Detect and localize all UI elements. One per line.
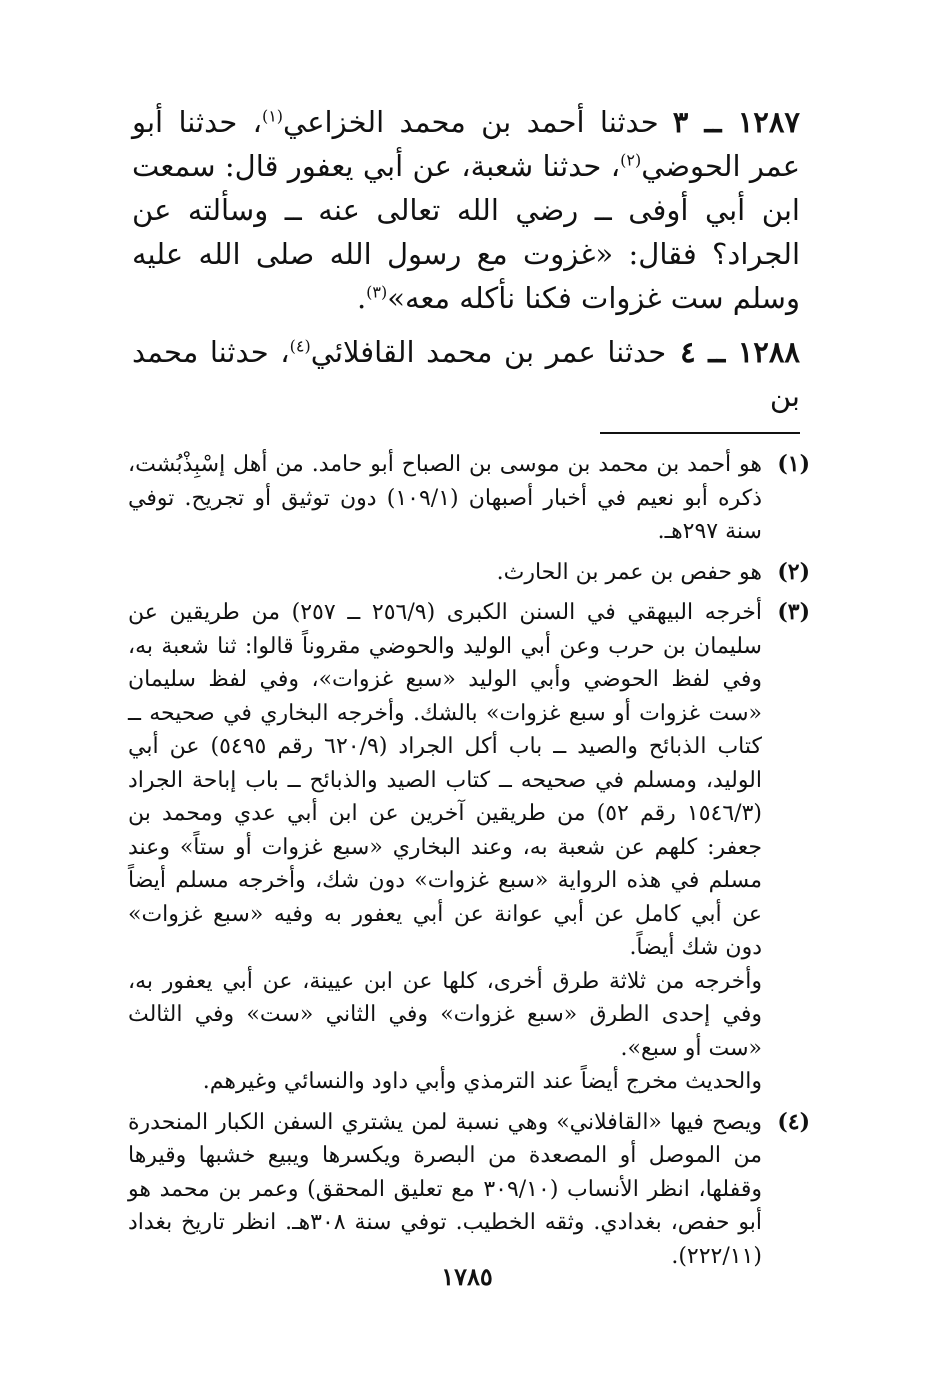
hadith-text: ، حدثنا أبو عمر الحوضي [132,105,801,183]
footnote-label: (٣) [777,599,810,625]
footnote-2 [128,556,810,590]
page-number: ١٧٨٥ [441,1262,493,1291]
footnote-4 [128,1106,810,1274]
hadith-1288 [132,330,800,418]
footnote-label: (٤) [777,1108,810,1135]
footnote-label: (١) [777,451,810,477]
footnote-1 [128,448,810,549]
footnote-separator [600,432,800,434]
hadith-number: ١٢٨٨ ــ ٤ [680,335,801,369]
footnote-text: أخرجه البيهقي في السنن الكبرى (٢٥٦/٩ ــ ٢٥٧) من طريقين عن سليمان بن حرب وعن أبي الوليد والحوضي مقروناً قالوا: ثنا شعبة به، وفي لفظ الحوضي وأبي الوليد «سبع غزوات»، وفي لفظ سليمان «ست غزوات أو سبع غزوات» بالشك. وأخرجه البخاري في صحيحه ــ كتاب الذبائح والصيد ــ باب أكل الجراد (٦٢٠/٩ رقم ٥٤٩٥) عن أبي الوليد، ومسلم في صحيحه ــ كتاب الصيد والذبائح ــ باب إباحة الجراد (١٥٤٦/٣ رقم ٥٢) من طريقين آخرين عن ابن أبي عدي ومحمد بن جعفر: كلهم عن شعبة به، وعند البخاري «سبع غزوات أو ستاً» وعند مسلم في هذه الرواية «سبع غزوات» دون شك، وأخرجه مسلم أيضاً عن أبي كامل عن أبي عوانة عن أبي يعفور به وفيه «سبع غزوات» دون شك أيضاً. [128,600,762,960]
footnote-ref: (١) [261,106,284,126]
hadith-text: حدثنا أحمد بن محمد الخزاعي [283,105,659,139]
hadith-1287 [132,100,800,320]
footnote-text: هو أحمد بن محمد بن موسى بن الصباح أبو حامد. من أهل إسْبِذْبُشت، ذكره أبو نعيم في أخبار أصبهان (١٠٩/١) دون توثيق أو تجريح. توفي سنة ٢٩٧هـ. [128,452,762,544]
footnote-label: (٢) [777,558,810,585]
footnote-ref: (٣) [366,282,388,302]
footnote-3 [128,596,810,1099]
footnote-text: وأخرجه من ثلاثة طرق أخرى، كلها عن ابن عيينة، عن أبي يعفور به، وفي إحدى الطرق «سبع غزوات» وفي الثاني «ست» وفي الثالث «ست أو سبع». [128,968,762,1061]
hadith-text: . [356,281,367,315]
footnote-text: ويصح فيها «القافلاني» وهي نسبة لمن يشتري السفن الكبار المنحدرة من الموصل أو المصعدة من البصرة ويكسرها ويبيع خشبها وقيرها وقفلها، انظر الأنساب (٣٠٩/١٠ مع تعليق المحقق) وعمر بن محمد هو أبو حفص، بغدادي. وثقه الخطيب. توفي سنة ٣٠٨هـ. انظر تاريخ بغداد (٢٢٢/١١). [128,1109,762,1269]
footnote-ref: (٤) [289,336,311,356]
footnote-text: هو حفص بن عمر بن الحارث. [496,559,762,585]
main-text [132,100,800,428]
footnote-text: والحديث مخرج أيضاً عند الترمذي وأبي داود والنسائي وغيرهم. [202,1069,762,1094]
hadith-text: ، حدثنا محمد بن [132,335,800,413]
hadith-number: ١٢٨٧ ــ ٣ [672,105,801,139]
hadith-text: حدثنا عمر بن محمد القافلائي [310,335,667,369]
footnote-ref: (٢) [620,150,642,170]
footnotes [128,448,810,1280]
hadith-text: ، حدثنا شعبة، عن أبي يعفور قال: سمعت ابن أبي أوفى ــ رضي الله تعالى عنه ــ وسألته عن الجراد؟ فقال: «غزوت مع رسول الله صلى الله عليه وسلم ست غزوات فكنا نأكله معه» [132,149,800,315]
